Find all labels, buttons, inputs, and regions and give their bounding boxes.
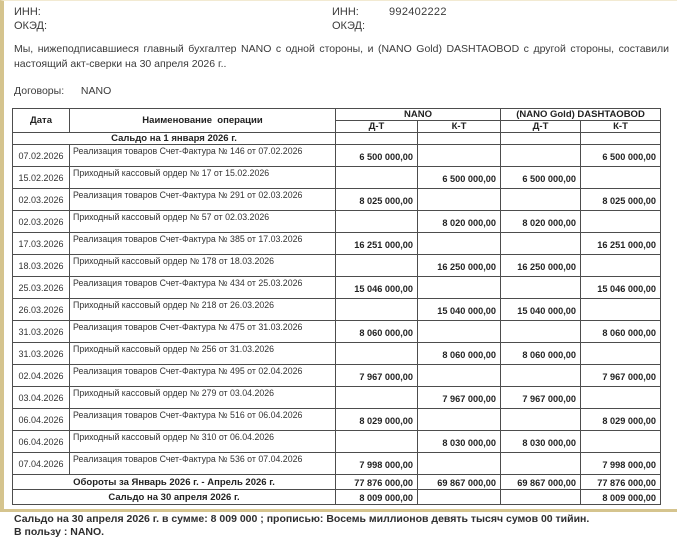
oked-label-right: ОКЭД: (332, 20, 366, 32)
operation-cell: Реализация товаров Счет-Фактура № 475 от 31.03.2026 (70, 321, 336, 343)
amount-cell: 8 020 000,00 (418, 211, 501, 233)
date-cell: 26.03.2026 (13, 299, 70, 321)
operation-cell: Реализация товаров Счет-Фактура № 434 от 25.03.2026 (70, 277, 336, 299)
amount-cell: 6 500 000,00 (418, 167, 501, 189)
summary-text (10, 513, 669, 539)
amount-cell (418, 453, 501, 475)
identifiers-right (332, 5, 447, 33)
amount-cell: 7 967 000,00 (336, 365, 418, 387)
amount-cell (336, 387, 418, 409)
amount-cell (418, 277, 501, 299)
inn-value-right: 992402222 (389, 6, 447, 18)
date-cell: 07.02.2026 (13, 145, 70, 167)
date-cell: 06.04.2026 (13, 409, 70, 431)
operation-cell: Реализация товаров Счет-Фактура № 516 от 06.04.2026 (70, 409, 336, 431)
amount-cell (501, 409, 581, 431)
amount-cell: 69 867 000,00 (418, 475, 501, 490)
inn-label-left: ИНН: (14, 6, 41, 18)
amount-cell: 8 030 000,00 (418, 431, 501, 453)
col-header-date: Дата (13, 109, 70, 133)
operation-cell: Приходный кассовый ордер № 256 от 31.03.2026 (70, 343, 336, 365)
amount-cell (336, 133, 418, 145)
amount-cell (336, 299, 418, 321)
amount-cell (501, 321, 581, 343)
amount-cell: 6 500 000,00 (581, 145, 661, 167)
date-cell: 31.03.2026 (13, 321, 70, 343)
amount-cell (336, 431, 418, 453)
amount-cell: 69 867 000,00 (501, 475, 581, 490)
amount-cell: 77 876 000,00 (336, 475, 418, 490)
closing-balance-row (13, 490, 661, 505)
contracts-line (10, 85, 669, 99)
amount-cell: 8 009 000,00 (581, 490, 661, 505)
operation-cell: Приходный кассовый ордер № 310 от 06.04.2026 (70, 431, 336, 453)
amount-cell (501, 277, 581, 299)
amount-cell: 15 040 000,00 (501, 299, 581, 321)
table-row (13, 167, 661, 189)
col-header-credit-2: К-Т (581, 121, 661, 133)
amount-cell: 7 967 000,00 (418, 387, 501, 409)
amount-cell: 7 998 000,00 (581, 453, 661, 475)
date-cell: 07.04.2026 (13, 453, 70, 475)
amount-cell (581, 343, 661, 365)
contracts-label: Договоры: (14, 85, 65, 97)
operation-cell: Реализация товаров Счет-Фактура № 291 от 02.03.2026 (70, 189, 336, 211)
amount-cell (581, 133, 661, 145)
amount-cell (501, 453, 581, 475)
table-row (13, 431, 661, 453)
date-cell: 15.02.2026 (13, 167, 70, 189)
intro-paragraph: Мы, нижеподписавшиеся главный бухгалтер NANO с одной стороны, и (NANO Gold) DASHTAOBOD с другой стороны, составили настоящий акт-сверки на 30 апреля 2026 г.. (14, 43, 669, 70)
closing-balance-label: Сальдо на 30 апреля 2026 г. (13, 490, 336, 505)
date-cell: 02.03.2026 (13, 211, 70, 233)
operation-cell: Приходный кассовый ордер № 279 от 03.04.2026 (70, 387, 336, 409)
amount-cell (418, 365, 501, 387)
date-cell: 06.04.2026 (13, 431, 70, 453)
amount-cell: 8 009 000,00 (336, 490, 418, 505)
amount-cell: 8 029 000,00 (581, 409, 661, 431)
amount-cell: 7 998 000,00 (336, 453, 418, 475)
inn-line-left (14, 5, 332, 19)
amount-cell (501, 133, 581, 145)
operation-cell: Реализация товаров Счет-Фактура № 385 от 17.03.2026 (70, 233, 336, 255)
amount-cell: 15 040 000,00 (418, 299, 501, 321)
amount-cell (501, 189, 581, 211)
amount-cell: 7 967 000,00 (581, 365, 661, 387)
table-row (13, 211, 661, 233)
summary-line-beneficiary: В пользу : NANO. (14, 526, 105, 538)
amount-cell (418, 490, 501, 505)
table-row (13, 189, 661, 211)
amount-cell (581, 431, 661, 453)
date-cell: 17.03.2026 (13, 233, 70, 255)
table-row (13, 299, 661, 321)
identifiers-block (10, 5, 669, 33)
amount-cell: 8 060 000,00 (581, 321, 661, 343)
amount-cell (501, 145, 581, 167)
reconciliation-table (12, 108, 661, 505)
col-header-credit-1: К-Т (418, 121, 501, 133)
amount-cell (581, 255, 661, 277)
col-group-dashtaobod: (NANO Gold) DASHTAOBOD (501, 109, 661, 121)
amount-cell (418, 145, 501, 167)
opening-balance-label: Сальдо на 1 января 2026 г. (13, 133, 336, 145)
col-group-nano: NANO (336, 109, 501, 121)
amount-cell: 77 876 000,00 (581, 475, 661, 490)
operation-cell: Реализация товаров Счет-Фактура № 536 от 07.04.2026 (70, 453, 336, 475)
identifiers-left (10, 5, 332, 33)
amount-cell (336, 343, 418, 365)
amount-cell: 8 025 000,00 (336, 189, 418, 211)
turnover-label: Обороты за Январь 2026 г. - Апрель 2026 г. (13, 475, 336, 490)
opening-balance-row (13, 133, 661, 145)
amount-cell (501, 365, 581, 387)
table-row (13, 409, 661, 431)
amount-cell (418, 321, 501, 343)
operation-cell: Приходный кассовый ордер № 218 от 26.03.2026 (70, 299, 336, 321)
inn-label-right: ИНН: (332, 6, 359, 18)
amount-cell (581, 387, 661, 409)
date-cell: 02.03.2026 (13, 189, 70, 211)
inn-line-right (332, 5, 447, 19)
table-row (13, 387, 661, 409)
amount-cell (336, 167, 418, 189)
table-row (13, 255, 661, 277)
amount-cell (501, 233, 581, 255)
amount-cell: 8 025 000,00 (581, 189, 661, 211)
date-cell: 31.03.2026 (13, 343, 70, 365)
contracts-value: NANO (80, 85, 112, 97)
amount-cell: 6 500 000,00 (336, 145, 418, 167)
date-cell: 25.03.2026 (13, 277, 70, 299)
operation-cell: Приходный кассовый ордер № 17 от 15.02.2026 (70, 167, 336, 189)
table-row (13, 343, 661, 365)
table-row (13, 321, 661, 343)
amount-cell: 16 250 000,00 (418, 255, 501, 277)
amount-cell: 8 030 000,00 (501, 431, 581, 453)
amount-cell (581, 167, 661, 189)
amount-cell: 8 029 000,00 (336, 409, 418, 431)
operation-cell: Приходный кассовый ордер № 178 от 18.03.2026 (70, 255, 336, 277)
oked-line-left (14, 19, 332, 33)
amount-cell: 16 250 000,00 (501, 255, 581, 277)
amount-cell (581, 211, 661, 233)
operation-cell: Реализация товаров Счет-Фактура № 146 от 07.02.2026 (70, 145, 336, 167)
amount-cell (501, 490, 581, 505)
col-header-operation: Наименование операции (70, 109, 336, 133)
operation-cell: Приходный кассовый ордер № 57 от 02.03.2026 (70, 211, 336, 233)
date-cell: 02.04.2026 (13, 365, 70, 387)
amount-cell: 8 060 000,00 (501, 343, 581, 365)
date-cell: 03.04.2026 (13, 387, 70, 409)
col-header-debit-2: Д-Т (501, 121, 581, 133)
amount-cell (336, 211, 418, 233)
amount-cell (418, 133, 501, 145)
amount-cell: 7 967 000,00 (501, 387, 581, 409)
reconciliation-act-document (4, 1, 677, 539)
operation-cell: Реализация товаров Счет-Фактура № 495 от 02.04.2026 (70, 365, 336, 387)
table-row (13, 233, 661, 255)
amount-cell (418, 409, 501, 431)
oked-line-right (332, 19, 447, 33)
header-group-row (13, 109, 661, 121)
amount-cell: 15 046 000,00 (581, 277, 661, 299)
amount-cell: 15 046 000,00 (336, 277, 418, 299)
amount-cell: 8 020 000,00 (501, 211, 581, 233)
turnover-row (13, 475, 661, 490)
amount-cell: 16 251 000,00 (336, 233, 418, 255)
table-header (13, 109, 661, 133)
amount-cell: 8 060 000,00 (336, 321, 418, 343)
amount-cell (418, 233, 501, 255)
summary-line-amount: Сальдо на 30 апреля 2026 г. в сумме: 8 009 000 ; прописью: Восемь миллионов девять тысяч сумов 00 тийин. (14, 513, 590, 525)
amount-cell: 16 251 000,00 (581, 233, 661, 255)
date-cell: 18.03.2026 (13, 255, 70, 277)
oked-label-left: ОКЭД: (14, 20, 48, 32)
table-row (13, 145, 661, 167)
table-row (13, 277, 661, 299)
table-row (13, 453, 661, 475)
amount-cell (336, 255, 418, 277)
amount-cell (581, 299, 661, 321)
amount-cell: 6 500 000,00 (501, 167, 581, 189)
amount-cell (418, 189, 501, 211)
col-header-debit-1: Д-Т (336, 121, 418, 133)
table-row (13, 365, 661, 387)
amount-cell: 8 060 000,00 (418, 343, 501, 365)
